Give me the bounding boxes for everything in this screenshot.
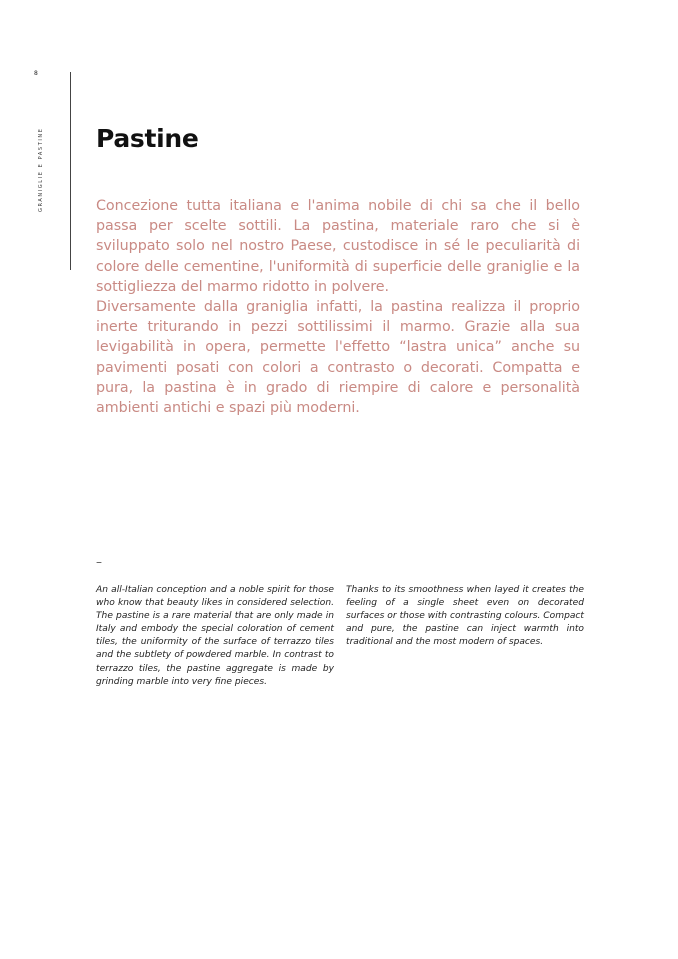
- vertical-rule: [70, 72, 71, 270]
- english-text-right: Thanks to its smoothness when layed it creates the feeling of a single sheet even on decorated surfaces or those with contrasting colours. Compact and pure, the pastine can inject warmth into traditional and the most modern of spaces.: [346, 585, 584, 648]
- english-column-left: [96, 584, 334, 689]
- section-label: GRANIGLIE E PASTINE: [38, 127, 44, 212]
- intro-paragraph-1: Concezione tutta italiana e l'anima nobile di chi sa che il bello passa per scelte sottili. La pastina, materiale raro che si è sviluppato solo nel nostro Paese, custodisce in sé le peculiarità di colore delle cementine, l'uniformità di superficie delle graniglie e la sottigliezza del marmo ridotto in polvere.: [96, 198, 580, 295]
- separator-dash: –: [96, 555, 102, 569]
- page-number: 8: [34, 70, 38, 77]
- english-column-right: [346, 584, 584, 649]
- intro-paragraph-2: Diversamente dalla graniglia infatti, la pastina realizza il proprio inerte triturando in pezzi sottilissimi il marmo. Grazie alla sua levigabilità in opera, permette l'effetto “lastra unica” anche su pavimenti posati con colori a contrasto o decorati. Compatta e pura, la pastina è in grado di riempire di calore e personalità ambienti antichi e spazi più moderni.: [96, 299, 580, 417]
- intro-text: [96, 196, 580, 418]
- english-text-left: An all-Italian conception and a noble spirit for those who know that beauty likes in considered selection. The pastine is a rare material that are only made in Italy and embody the special coloration of cement tiles, the uniformity of the surface of terrazzo tiles and the subtlety of powdered marble. In contrast to terrazzo tiles, the pastine aggregate is made by grinding marble into very fine pieces.: [96, 585, 334, 687]
- page-title: Pastine: [96, 124, 199, 153]
